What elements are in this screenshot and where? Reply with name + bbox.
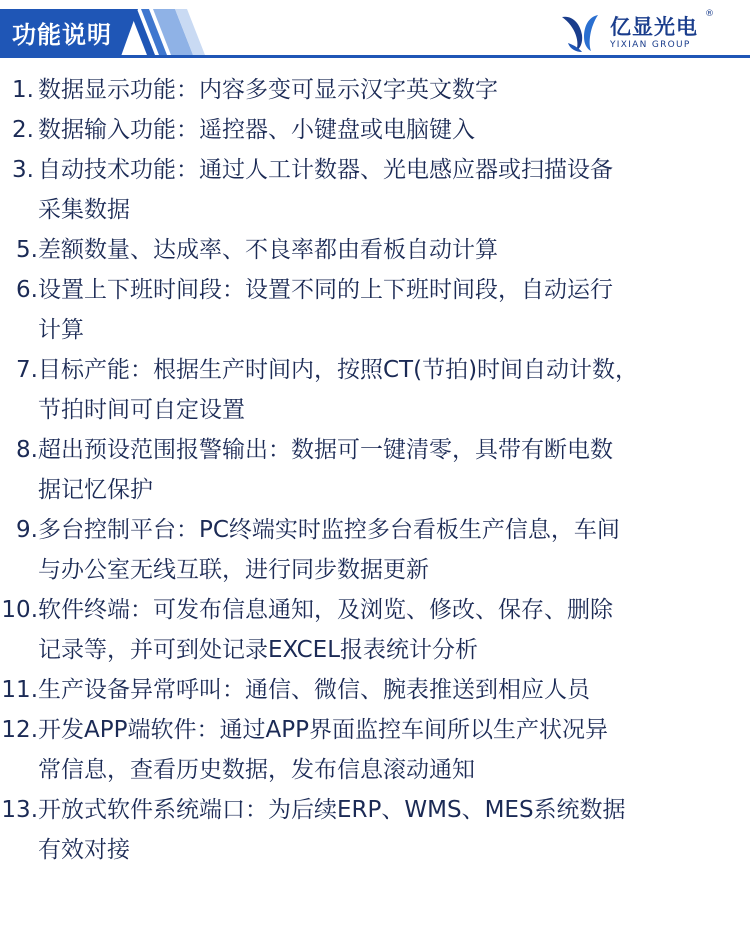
brand-logo xyxy=(558,11,738,55)
item-text-continued: 有效对接 xyxy=(38,837,130,863)
item-text-continued: 常信息，查看历史数据，发布信息滚动通知 xyxy=(38,757,475,783)
page-header xyxy=(0,0,750,62)
item-number: 9. xyxy=(16,517,38,543)
item-text: 软件终端：可发布信息通知，及浏览、修改、保存、删除 xyxy=(38,597,613,623)
item-text: 自动技术功能：通过人工计数器、光电感应器或扫描设备 xyxy=(38,157,613,183)
item-number: 3. xyxy=(12,157,34,183)
logo-text-cn: 亿显光电 xyxy=(610,15,698,39)
item-text-continued: 采集数据 xyxy=(38,197,130,223)
logo-mark-icon xyxy=(558,13,602,53)
item-number: 10. xyxy=(1,597,38,623)
item-text-continued: 与办公室无线互联，进行同步数据更新 xyxy=(38,557,429,583)
item-text-continued: 计算 xyxy=(38,317,84,343)
item-number: 7. xyxy=(16,357,38,383)
item-text: 开发APP端软件：通过APP界面监控车间所以生产状况异 xyxy=(38,717,608,743)
item-number: 8. xyxy=(16,437,38,463)
logo-registered-mark: ® xyxy=(705,9,714,19)
item-text: 开放式软件系统端口：为后续ERP、WMS、MES系统数据 xyxy=(38,797,626,823)
item-number: 11. xyxy=(1,677,38,703)
item-number: 2. xyxy=(12,117,34,143)
item-text: 数据输入功能：遥控器、小键盘或电脑键入 xyxy=(38,117,475,143)
item-text: 超出预设范围报警输出：数据可一键清零，具带有断电数 xyxy=(38,437,613,463)
item-text: 目标产能：根据生产时间内，按照CT(节拍)时间自动计数， xyxy=(38,357,639,383)
item-number: 5. xyxy=(16,237,38,263)
item-number: 12. xyxy=(1,717,38,743)
item-text: 多台控制平台：PC终端实时监控多台看板生产信息，车间 xyxy=(38,517,620,543)
item-text: 生产设备异常呼叫：通信、微信、腕表推送到相应人员 xyxy=(38,677,590,703)
header-rule xyxy=(0,55,750,58)
item-text: 设置上下班时间段：设置不同的上下班时间段，自动运行 xyxy=(38,277,613,303)
page-title: 功能说明 xyxy=(12,21,112,49)
item-text-continued: 节拍时间可自定设置 xyxy=(38,397,245,423)
decorative-stripes xyxy=(125,9,205,55)
item-text: 差额数量、达成率、不良率都由看板自动计算 xyxy=(38,237,498,263)
item-number: 13. xyxy=(1,797,38,823)
item-number: 6. xyxy=(16,277,38,303)
logo-text-en: YIXIAN GROUP xyxy=(610,40,691,50)
item-text-continued: 据记忆保护 xyxy=(38,477,153,503)
item-text-continued: 记录等，并可到处记录EXCEL报表统计分析 xyxy=(38,637,479,663)
item-number: 1. xyxy=(12,77,34,103)
item-text: 数据显示功能：内容多变可显示汉字英文数字 xyxy=(38,77,498,103)
